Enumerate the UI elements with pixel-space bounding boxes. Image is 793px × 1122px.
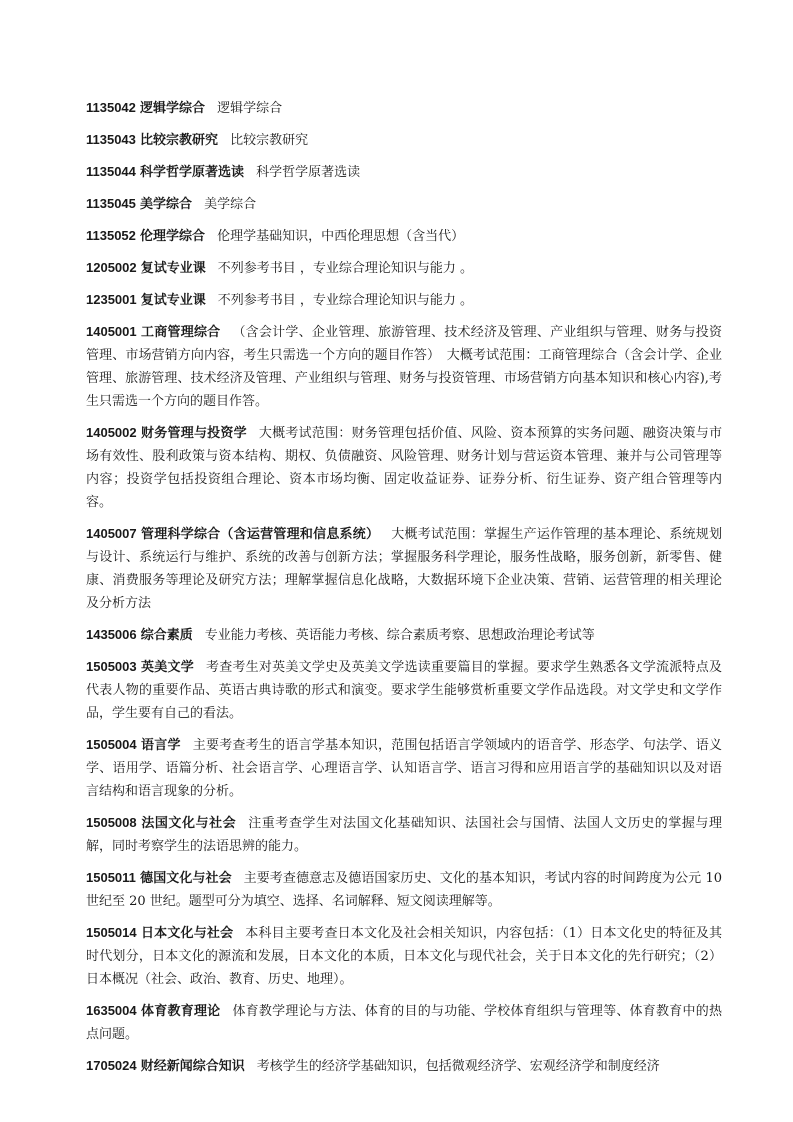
- course-description: 主要考查德意志及德语国家历史、文化的基本知识，考试内容的时间跨度为公元 10 世纪至 20 世纪。题型可分为填空、选择、名词解释、短文阅读理解等。: [86, 871, 722, 909]
- course-description: 大概考试范围：财务管理包括价值、风险、资本预算的实务问题、融资决策与市场有效性、股利政策与资本结构、期权、负债融资、风险管理、财务计划与营运资本管理、兼并与公司管理等内容；投资学包括投资组合理论、资本市场均衡、固定收益证券、证券分析、衍生证券、资产组合管理等内容。: [86, 426, 722, 510]
- course-description: 伦理学基础知识，中西伦理思想（含当代）: [217, 229, 465, 244]
- course-name: 体育教育理论: [141, 1004, 221, 1019]
- course-code: 1135042: [86, 100, 136, 115]
- course-code: 1205002: [86, 260, 137, 275]
- course-description: 大概考试范围：掌握生产运作管理的基本理论、系统规划与设计、系统运行与维护、系统的改善与创新方法；掌握服务科学理论，服务性战略，服务创新，新零售、健康、消费服务等理论及研究方法；理解掌握信息化战略，大数据环境下企业决策、营销、运营管理的相关理论及分析方法: [86, 527, 722, 611]
- course-name: 比较宗教研究: [140, 133, 219, 148]
- course-name: 日本文化与社会: [140, 926, 234, 941]
- course-code: 1235001: [86, 292, 137, 307]
- course-name: 德国文化与社会: [140, 871, 232, 886]
- document-page: [86, 96, 722, 1086]
- course-description: 不列参考书目 ，专业综合理论知识与能力 。: [217, 261, 474, 276]
- course-name: 管理科学综合（含运营管理和信息系统）: [141, 527, 380, 542]
- course-description: 逻辑学综合: [217, 101, 283, 116]
- course-name: 复试专业课: [140, 261, 206, 276]
- course-entry: [86, 733, 722, 803]
- course-entry: [86, 421, 722, 514]
- course-entry: [86, 256, 722, 280]
- course-code: 1405001: [86, 324, 137, 339]
- course-name: 科学哲学原著选读: [140, 165, 245, 180]
- course-description: 体育教学理论与方法、体育的目的与功能、学校体育组织与管理等、体育教育中的热点问题。: [86, 1004, 722, 1042]
- course-description: 美学综合: [204, 197, 257, 212]
- course-entry: [86, 866, 722, 913]
- course-name: 工商管理综合: [141, 325, 221, 340]
- course-code: 1505014: [86, 925, 137, 940]
- course-description: 本科目主要考查日本文化及社会相关知识，内容包括：（1）日本文化史的特征及其时代划分，日本文化的源流和发展，日本文化的本质，日本文化与现代社会，关于日本文化的先行研究；（2）日本概况（社会、政治、教育、历史、地理）。: [86, 926, 722, 987]
- course-name: 伦理学综合: [140, 229, 206, 244]
- course-entry: [86, 320, 722, 413]
- course-code: 1135045: [86, 196, 136, 211]
- course-description: 考核学生的经济学基础知识，包括微观经济学、宏观经济学和制度经济: [256, 1059, 660, 1074]
- course-description: 考查考生对英美文学史及英美文学选读重要篇目的掌握。要求学生熟悉各文学流派特点及代表人物的重要作品、英语古典诗歌的形式和演变。要求学生能够赏析重要文学作品选段。对文学史和文学作品，学生要有自己的看法。: [86, 660, 722, 721]
- course-entry: [86, 522, 722, 615]
- course-entry: [86, 921, 722, 991]
- course-code: 1135052: [86, 228, 136, 243]
- course-name: 逻辑学综合: [140, 101, 206, 116]
- course-code: 1505003: [86, 659, 137, 674]
- course-entry: [86, 128, 722, 152]
- course-code: 1435006: [86, 627, 137, 642]
- course-entry: [86, 160, 722, 184]
- course-name: 综合素质: [140, 628, 193, 643]
- course-entry: [86, 623, 722, 647]
- course-entry: [86, 655, 722, 725]
- course-entry: [86, 192, 722, 216]
- course-name: 法国文化与社会: [141, 816, 237, 831]
- course-name: 语言学: [141, 738, 181, 753]
- course-code: 1635004: [86, 1003, 137, 1018]
- course-code: 1505004: [86, 737, 137, 752]
- course-entry: [86, 1054, 722, 1078]
- course-code: 1405007: [86, 526, 137, 541]
- course-name: 复试专业课: [140, 293, 206, 308]
- course-description: 不列参考书目 ，专业综合理论知识与能力 。: [217, 293, 474, 308]
- course-code: 1505008: [86, 815, 137, 830]
- course-entry: [86, 96, 722, 120]
- course-code: 1405002: [86, 425, 137, 440]
- course-description: 专业能力考核、英语能力考核、综合素质考察、思想政治理论考试等: [204, 628, 595, 643]
- course-description: （含会计学、企业管理、旅游管理、技术经济及管理、产业组织与管理、财务与投资管理、市场营销方向内容，考生只需选一个方向的题目作答） 大概考试范围：工商管理综合（含会计学、企业管理、旅游管理、技术经济及管理、产业组织与管理、财务与投资管理、市场营销方向基本知识和核心内容),考生只需选一个方向的题目作答。: [86, 325, 722, 409]
- course-code: 1135043: [86, 132, 136, 147]
- course-entry: [86, 288, 722, 312]
- course-description: 比较宗教研究: [230, 133, 309, 148]
- course-code: 1705024: [86, 1058, 137, 1073]
- course-code: 1135044: [86, 164, 136, 179]
- course-name: 英美文学: [141, 660, 194, 675]
- course-code: 1505011: [86, 870, 136, 885]
- course-entry: [86, 999, 722, 1046]
- course-name: 美学综合: [140, 197, 193, 212]
- course-description: 注重考查学生对法国文化基础知识、法国社会与国情、法国人文历史的掌握与理解，同时考察学生的法语思辨的能力。: [86, 816, 722, 854]
- course-entry: [86, 811, 722, 858]
- course-description: 主要考查考生的语言学基本知识，范围包括语言学领域内的语音学、形态学、句法学、语义学、语用学、语篇分析、社会语言学、心理语言学、认知语言学、语言习得和应用语言学的基础知识以及对语言结构和语言现象的分析。: [86, 738, 722, 799]
- course-name: 财经新闻综合知识: [140, 1059, 245, 1074]
- course-description: 科学哲学原著选读: [256, 165, 361, 180]
- course-name: 财务管理与投资学: [141, 426, 247, 441]
- course-entry: [86, 224, 722, 248]
